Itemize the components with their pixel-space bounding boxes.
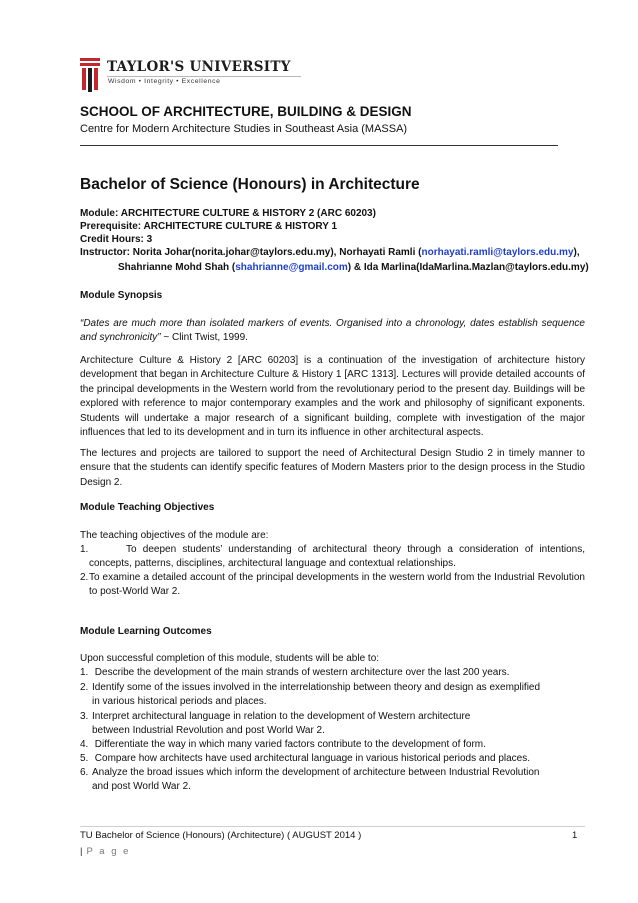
outcome-text-1: Describe the development of the main strands of western architecture over the last 200 years. bbox=[94, 667, 510, 678]
outcome-num-2: 2. bbox=[80, 682, 89, 693]
synopsis-quote bbox=[80, 317, 585, 346]
footer-bar: | bbox=[80, 846, 83, 857]
objective-text-2: To examine a detailed account of the principal developments in the western world from the Industrial Revolution to post-World War 2. bbox=[89, 572, 585, 598]
outcome-text-3: Interpret architectural language in relation to the development of Western architecture between Industrial Revolution and post World War 2. bbox=[92, 711, 471, 737]
instructor-prefix: Instructor: Norita Johar(norita.johar@taylors.edu.my), Norhayati Ramli ( bbox=[80, 247, 422, 258]
logo-emblem-icon bbox=[80, 58, 100, 92]
outcome-num-6: 6. bbox=[80, 767, 89, 778]
logo-name: TAYLOR'S UNIVERSITY bbox=[107, 59, 291, 75]
outcomes-heading: Module Learning Outcomes bbox=[80, 626, 212, 637]
footer-divider bbox=[80, 826, 585, 827]
outcome-item-2 bbox=[80, 681, 550, 710]
objective-num-2: 2. bbox=[80, 572, 89, 583]
instructor-email-link-1[interactable]: norhayati.ramli@taylors.edu.my bbox=[421, 247, 574, 258]
objectives-intro: The teaching objectives of the module are: bbox=[80, 530, 269, 541]
header-divider bbox=[80, 145, 558, 146]
objective-item-2 bbox=[80, 571, 585, 600]
objectives-heading: Module Teaching Objectives bbox=[80, 502, 215, 513]
outcome-num-3: 3. bbox=[80, 711, 89, 722]
quote-source: ~ Clint Twist, 1999. bbox=[160, 332, 248, 344]
objective-item-1 bbox=[80, 543, 585, 572]
outcome-item-6 bbox=[80, 766, 550, 795]
instructor2-suffix: ) & Ida Marlina(IdaMarlina.Mazlan@taylors.edu.my) bbox=[347, 262, 589, 273]
prerequisite-line: Prerequisite: ARCHITECTURE CULTURE & HISTORY 1 bbox=[80, 221, 338, 232]
logo-divider bbox=[107, 76, 301, 77]
footer-page-number: 1 bbox=[572, 830, 578, 841]
outcome-text-5: Compare how architects have used architectural language in various historical periods and places. bbox=[94, 753, 531, 764]
outcome-num-1: 1. bbox=[80, 667, 89, 678]
synopsis-paragraph-1: Architecture Culture & History 2 [ARC 60203] is a continuation of the investigation of architecture history development that began in Architecture Culture & History 1 [ARC 1313]. Lectures will provide detailed accounts of the principal developments in the Western world from the revolutionary period to the present day. Buildings will be explored with reference to major contemporary examples and the work and philosophy of significant exponents. Students will undertake a major research of a significant building, complete with investigation of the major influences that led to its development and in turn its influence in other architectural aspects. bbox=[80, 355, 585, 439]
module-line: Module: ARCHITECTURE CULTURE & HISTORY 2 (ARC 60203) bbox=[80, 208, 376, 219]
outcome-text-6: Analyze the broad issues which inform the development of architecture between Industrial Revolution and post World War 2. bbox=[92, 767, 540, 793]
school-title: SCHOOL OF ARCHITECTURE, BUILDING & DESIGN bbox=[80, 104, 412, 119]
footer-course-label: TU Bachelor of Science (Honours) (Architecture) ( AUGUST 2014 ) bbox=[80, 830, 362, 841]
footer-page-label bbox=[80, 846, 130, 857]
outcome-num-5: 5. bbox=[80, 753, 89, 764]
outcomes-intro: Upon successful completion of this module, students will be able to: bbox=[80, 653, 380, 664]
synopsis-heading: Module Synopsis bbox=[80, 290, 163, 301]
footer-page-text: P a g e bbox=[86, 846, 131, 857]
outcome-item-4 bbox=[80, 738, 585, 752]
degree-title: Bachelor of Science (Honours) in Architecture bbox=[80, 176, 420, 193]
instructor2-prefix: Shahrianne Mohd Shah ( bbox=[118, 262, 236, 273]
synopsis-paragraph-2: The lectures and projects are tailored to support the need of Architectural Design Studio 2 in timely manner to ensure that the students can identify specific features of Modern Masters prior to the design process in the Studio Design 2. bbox=[80, 448, 585, 488]
instructor-line-1 bbox=[80, 247, 580, 258]
instructor-line-2 bbox=[118, 262, 589, 273]
logo-tagline: Wisdom • Integrity • Excellence bbox=[108, 78, 221, 85]
centre-subtitle: Centre for Modern Architecture Studies in Southeast Asia (MASSA) bbox=[80, 123, 408, 135]
outcome-num-4: 4. bbox=[80, 739, 89, 750]
outcome-item-3 bbox=[80, 710, 480, 739]
instructor-email-link-2[interactable]: shahrianne@gmail.com bbox=[235, 262, 348, 273]
credit-hours-line: Credit Hours: 3 bbox=[80, 234, 153, 245]
outcome-item-1 bbox=[80, 666, 585, 680]
objective-text-1: To deepen students’ understanding of architectural theory through a consideration of intentions, concepts, patterns, disciplines, architectural language and contextual relationships. bbox=[89, 544, 585, 570]
quote-text: “Dates are much more than isolated markers of events. Organised into a chronology, dates establish sequence and synchronicity” bbox=[80, 318, 585, 344]
instructor-mid: ), bbox=[573, 247, 580, 258]
outcome-item-5 bbox=[80, 752, 585, 766]
university-logo bbox=[80, 58, 310, 98]
outcome-text-4: Differentiate the way in which many varied factors contribute to the development of form. bbox=[94, 739, 486, 750]
objective-num-1: 1. bbox=[80, 544, 89, 555]
outcome-text-2: Identify some of the issues involved in the interrelationship between theory and design as exemplified in various historical periods and places. bbox=[92, 682, 541, 708]
